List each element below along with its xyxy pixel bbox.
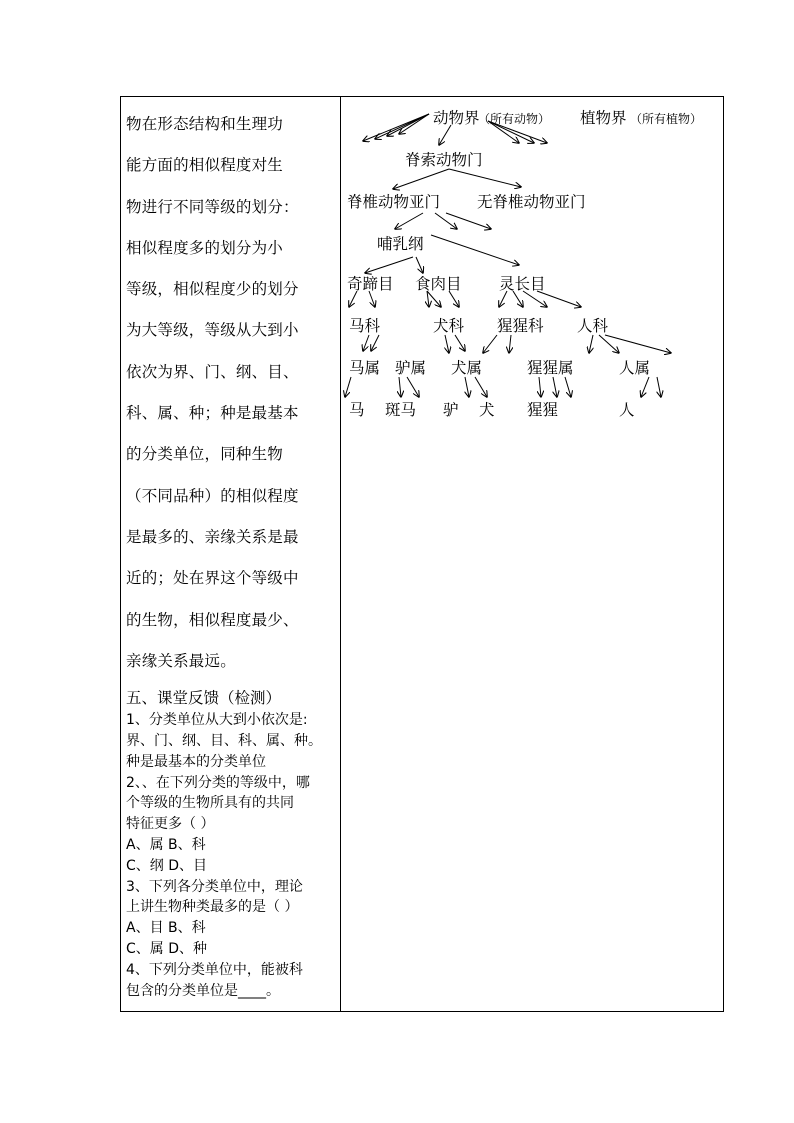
arrow <box>475 377 487 397</box>
explanation-paragraph <box>126 104 336 682</box>
arrow <box>399 377 401 397</box>
explanation-line: 为大等级，等级从大到小 <box>126 321 299 340</box>
arrow <box>483 335 497 353</box>
diagram-nodes <box>347 109 702 419</box>
arrow <box>439 125 451 145</box>
arrow <box>407 377 419 397</box>
node-kingdom-animal: 动物界 <box>433 109 480 127</box>
question-line: 种是最基本的分类单位 <box>126 753 266 770</box>
question-line: 1、分类单位从大到小依次是: <box>126 712 308 729</box>
feedback-section <box>126 686 336 1001</box>
arrow <box>539 377 541 397</box>
question-line: 包含的分类单位是____。 <box>126 982 280 999</box>
arrow <box>446 213 491 229</box>
arrow <box>589 335 593 353</box>
node-kingdom-animal-note: （所有动物） <box>478 112 551 126</box>
node-family-horse: 马科 <box>349 317 381 335</box>
arrow <box>431 235 519 265</box>
node-order-carnivora: 食肉目 <box>415 275 462 293</box>
node-genus-donkey: 驴属 <box>395 359 427 377</box>
question-line: 特征更多（ ） <box>126 816 215 833</box>
explanation-line: 近的；处在界这个等级中 <box>126 569 299 588</box>
node-order-perissodactyla: 奇蹄目 <box>347 275 394 293</box>
arrow <box>369 291 375 307</box>
node-genus-ape: 猩猩属 <box>527 359 574 377</box>
node-species-dog: 犬 <box>479 401 495 419</box>
explanation-line: 物进行不同等级的划分： <box>126 197 299 216</box>
question-option-line: A、属 B、科 <box>126 836 206 853</box>
arrow <box>509 335 511 353</box>
question-line: 界、门、纲、目、科、属、种。 <box>126 732 322 749</box>
arrow <box>641 377 649 397</box>
explanation-line: （不同品种）的相似程度 <box>126 486 299 505</box>
explanation-line: 亲缘关系最远。 <box>126 651 236 670</box>
arrow <box>657 377 661 397</box>
arrow <box>465 377 469 397</box>
left-column <box>126 104 336 1001</box>
explanation-line: 依次为界、门、纲、目、 <box>126 362 299 381</box>
arrow <box>449 169 521 187</box>
node-genus-human: 人属 <box>619 359 651 377</box>
arrow <box>393 169 449 189</box>
node-family-ape: 猩猩科 <box>497 317 544 335</box>
node-class: 哺乳纲 <box>377 235 424 253</box>
node-family-human: 人科 <box>577 317 609 335</box>
node-phylum: 脊索动物门 <box>405 151 483 169</box>
arrow <box>449 291 459 307</box>
node-subphylum-vertebrate: 脊椎动物亚门 <box>347 193 441 211</box>
arrow <box>387 114 429 136</box>
explanation-line: 等级，相似程度少的划分 <box>126 280 299 299</box>
explanation-line: 科、属、种；种是最基本 <box>126 404 299 423</box>
feedback-heading: 五、课堂反馈（检测） <box>126 689 282 708</box>
question-line: 4、下列分类单位中，能被科 <box>126 961 303 978</box>
classification-diagram <box>341 97 723 427</box>
arrow <box>565 377 571 397</box>
node-kingdom-plant-note: （所有植物） <box>630 112 703 126</box>
arrow <box>371 335 379 351</box>
node-species-human: 人 <box>619 401 635 419</box>
node-species-donkey: 驴 <box>443 401 459 419</box>
arrow <box>365 257 413 273</box>
node-species-ape: 猩猩 <box>527 401 559 419</box>
arrow <box>455 335 465 351</box>
node-species-horse: 马 <box>349 401 365 419</box>
arrow <box>349 291 357 307</box>
node-family-dog: 犬科 <box>433 317 465 335</box>
explanation-line: 的生物，相似程度最少、 <box>126 610 299 629</box>
node-kingdom-plant: 植物界 <box>580 109 627 127</box>
arrow <box>416 257 423 273</box>
question-line: 上讲生物种类最多的是（ ） <box>126 899 299 916</box>
diagram-arrows <box>345 114 671 397</box>
arrow <box>513 291 523 307</box>
explanation-line: 的分类单位，同种生物 <box>126 445 284 464</box>
explanation-line: 相似程度多的划分为小 <box>126 238 284 257</box>
arrow <box>553 377 557 397</box>
explanation-line: 能方面的相似程度对生 <box>126 156 284 175</box>
arrow <box>363 335 369 351</box>
question-line: 3、下列各分类单位中，理论 <box>126 878 303 895</box>
arrow <box>605 335 671 353</box>
arrow <box>445 335 449 353</box>
question-option-line: A、目 B、科 <box>126 920 206 937</box>
node-genus-horse: 马属 <box>349 359 381 377</box>
arrow <box>345 377 351 397</box>
explanation-line: 物在形态结构和生理功 <box>126 115 284 133</box>
arrow <box>395 213 423 229</box>
question-option-line: C、属 D、种 <box>126 940 208 957</box>
node-order-primates: 灵长目 <box>499 275 546 293</box>
arrow <box>499 291 507 307</box>
node-genus-dog: 犬属 <box>451 359 483 377</box>
node-subphylum-invertebrate: 无脊椎动物亚门 <box>477 193 586 211</box>
question-line: 2、、在下列分类的等级中，哪 <box>126 774 310 791</box>
question-line: 个等级的生物所具有的共同 <box>126 795 294 812</box>
explanation-line: 是最多的、亲缘关系是最 <box>126 527 299 546</box>
question-option-line: C、纲 D、目 <box>126 857 208 874</box>
node-species-zebra: 斑马 <box>385 401 417 419</box>
